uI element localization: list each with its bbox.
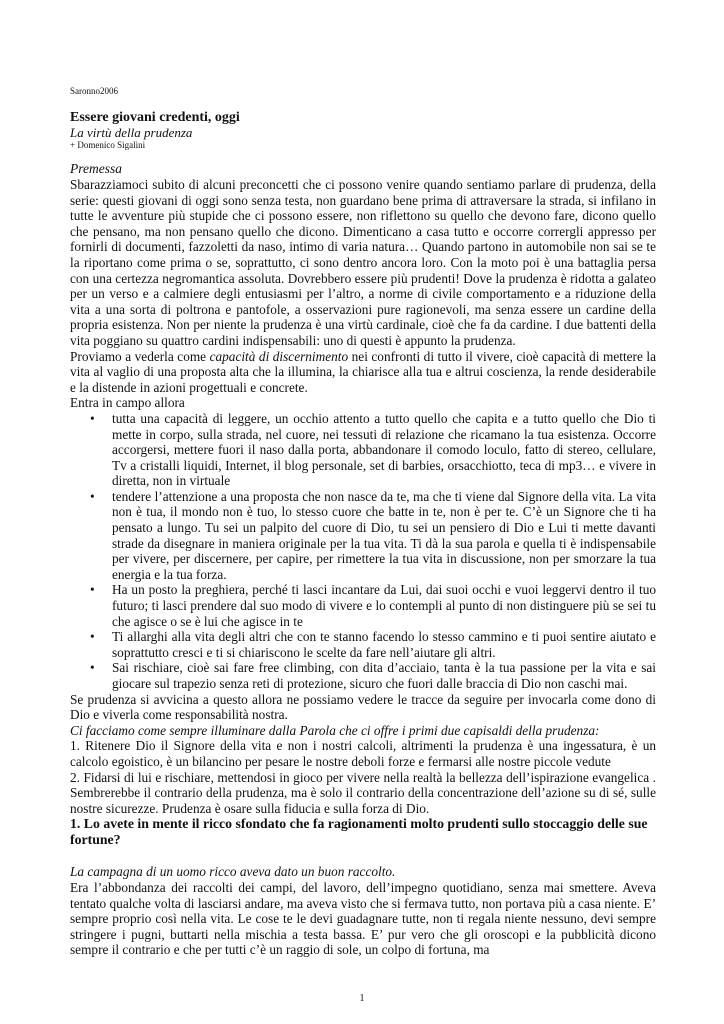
document-author: + Domenico Sigalini [70, 140, 146, 150]
premessa-paragraph-1: Sbarazziamoci subito di alcuni preconcetti che ci possono venire quando sentiamo parlare di prudenza, della serie: questi giovani di oggi sono senza testa, non guardano bene prima di attraversare la strada, si infilano in tutte le avventure più stupide che ci possono essere, non riflettono su quello che devono fare, dicono quello che pensano, ma non pensano quello che dicono. Dimenticano a casa tutto e occorre corrergli appresso per fornirli di documenti, fazzoletti da naso, intimo di varia natura… Quando partono in automobile non sai se te la riportano come prima o se, soprattutto, ci sono dentro ancora loro. Con la moto poi è una battaglia persa con una certezza negromantica assoluta. Dovrebbero essere più prudenti! Dove la prudenza è ridotta a galateo per un verso e a calmiere degli entusiasmi per l’altro, a norme di civile comportamento e a riduzione della vita a una sorta di poltrona e pantofole, a osservazioni pure ragionevoli, ma senza essere un cardine della propria esistenza. Non per niente la prudenza è una virtù cardinale, cioè che fa da cardine. I due battenti della vita poggiano su quattro cardini indispensabili: uno di questi è appunto la prudenza. [70, 177, 656, 348]
premessa-heading: Premessa [70, 161, 122, 176]
bullet-text: Ti allarghi alla vita degli altri che con te stanno facendo lo stesso cammino e ti puoi sentire aiutato e soprattutto cresci e ti si chiariscono le scelte da fare nell’aiutare gli altri. [112, 629, 656, 660]
page-number: 1 [359, 993, 365, 1004]
bullet-text: tendere l’attenzione a una proposta che non nasce da te, ma che ti viene dal Signore della vita. La vita non è tua, il mondo non è tuo, lo stesso cuore che batte in te, non è per te. C’è un Signore che ti ha pensato a lungo. Tu sei un palpito del cuore di Dio, tu sei un pensiero di Dio e Lui ti mette davanti strade da disegnare in maniera originale per la tua vita. Ti dà la sua parola e quella ti è indispensabile per vivere, per discernere, per capire, per rimettere la tua vita in discussione, non per smorzare la tua energia e la tua forza. [112, 488, 656, 582]
bullet-list [70, 411, 656, 692]
point-1: 1. Ritenere Dio il Signore della vita e non i nostri calcoli, altrimenti la prudenza è una ingessatura, è un calcolo egoistico, è un bilancino per pesare le nostre deboli forze e fermarsi alle nostre piccole vedute [70, 738, 656, 769]
bullet-symbol: • [90, 488, 95, 504]
premessa-p2-end: nei confronti di tutto il vivere, cioè capacità di mettere la vita al vaglio di una proposta alta che la illumina, la chiarisce alla tua e altrui coscienza, la rende desiderabile e la distende in azioni progettuali e concrete. [70, 348, 656, 395]
bullet-item [90, 488, 656, 583]
premessa-paragraph-2 [70, 349, 656, 396]
premessa-p2-italic: capacità di discernimento [209, 348, 349, 364]
document-subtitle: La virtù della prudenza [70, 125, 193, 140]
bullet-item [90, 629, 656, 660]
parola-intro: Ci facciamo come sempre illuminare dalla Parola che ci offre i primi due capisaldi della prudenza: [70, 722, 600, 738]
point-2: 2. Fidarsi di lui e rischiare, mettendosi in gioco per vivere nella realtà la bellezza dell’ispirazione evangelica . Sembrerebbe il contrario della prudenza, ma è solo il contrario della concentrazione dell’azione su di sé, sulle nostre sicurezze. Prudenza è osare sulla fiducia e sulla forza di Dio. [70, 769, 656, 816]
bullet-symbol: • [90, 582, 95, 598]
bullet-symbol: • [90, 660, 95, 676]
bullet-item [90, 582, 656, 629]
bullet-text: tutta una capacità di leggere, un occhio attento a tutto quello che capita e a tutto quello che Dio ti mette in corpo, sulla strada, nel cuore, nei tessuti di relazione che ricamano la tua esistenza. Occorre accorgersi, mettere fuori il naso dalla porta, abbandonare il comodo loculo, fatto di stereo, cellulare, Tv a cristalli liquidi, Internet, il blog personale, set di barbies, orsacchiotto, teca di mp3… e vivere in diretta, non in virtuale [112, 410, 656, 489]
bullet-item [90, 410, 656, 489]
bullet-item [90, 660, 656, 691]
document-title: Essere giovani credenti, oggi [70, 110, 240, 125]
section-1-heading: 1. Lo avete in mente il ricco sfondato che fa ragionamenti molto prudenti sullo stoccaggio delle sue fortune? [70, 816, 648, 848]
section-1-paragraph: Era l’abbondanza dei raccolti dei campi, del lavoro, dell’impegno quotidiano, senza mai smettere. Aveva tentato qualche volta di lasciarsi andare, ma aveva visto che si fermava tutto, non portava più a casa niente. E’ sempre proprio così nella vita. Le cose te le devi guadagnare tutte, non ti regala niente nessuno, devi sempre stringere i pugni, buttarti nella mischia a testa bassa. E’ pur vero che gli oroscopi e la pubblicità dicono sempre il contrario e che per tutti c’è un raggio di sole, un colpo di fortuna, ma [70, 879, 656, 958]
document-header-label: Saronno2006 [70, 86, 118, 96]
document-page [70, 86, 656, 958]
bullet-text: Sai rischiare, cioè sai fare free climbing, con dita d’acciaio, tanta è la tua passione per la vita e sai giocare sul trapezio senza reti di protezione, sicuro che fuori dalle braccia di Dio non caschi mai. [112, 660, 656, 691]
bullet-symbol: • [90, 410, 95, 426]
bullet-symbol: • [90, 629, 95, 645]
premessa-paragraph-3: Entra in campo allora [70, 395, 185, 411]
section-1-italic-line: La campagna di un uomo ricco aveva dato un buon raccolto. [70, 864, 396, 880]
premessa-p2-start: Proviamo a vederla come [70, 348, 210, 364]
after-bullets-paragraph: Se prudenza si avvicina a questo allora ne possiamo vedere le tracce da seguire per invocarla come dono di Dio e viverla come responsabilità nostra. [70, 691, 656, 723]
bullet-text: Ha un posto la preghiera, perché ti lasci incantare da Lui, dai suoi occhi e vuoi leggervi dentro il tuo futuro; ti lasci prendere dal suo modo di vivere e lo contempli al punto di non distinguere più se sei tu che agisce o se è lui che agisce in te [112, 582, 656, 629]
